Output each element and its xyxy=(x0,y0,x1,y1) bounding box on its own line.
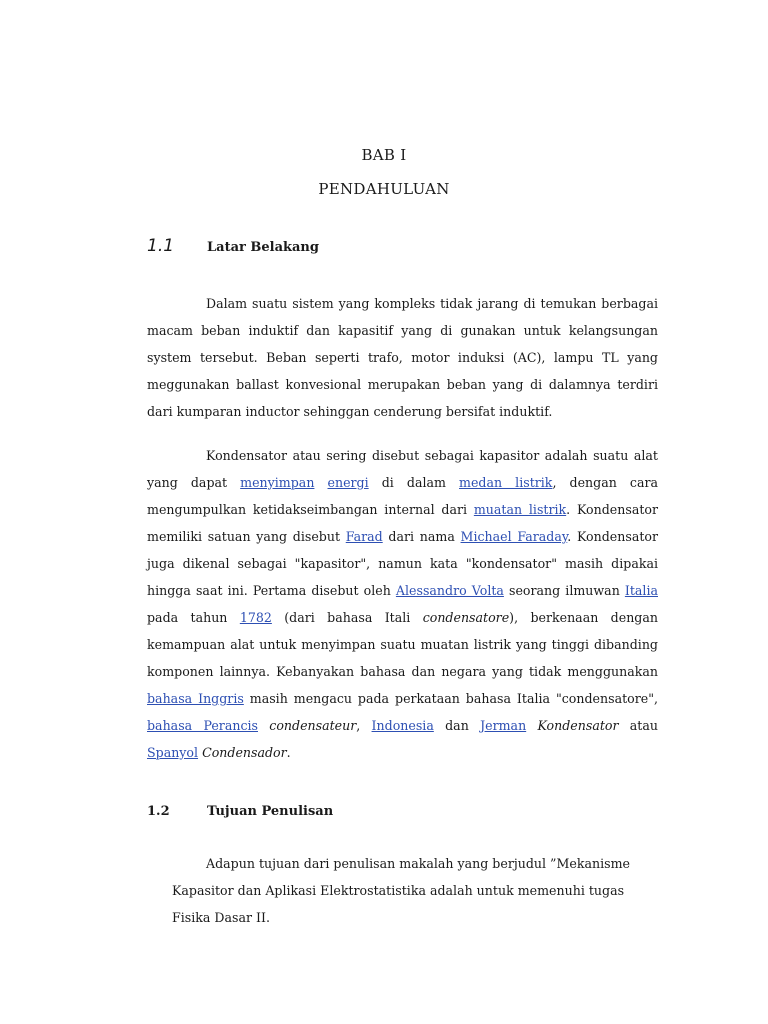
chapter-number: BAB I xyxy=(361,146,407,164)
text-span xyxy=(314,475,327,490)
paragraph-background-1: Dalam suatu sistem yang kompleks tidak jarang di temukan berbagai macam beban induktif dan kapasitif yang di gunakan untuk kelangsungan system tersebut. Beban seperti trafo, motor induksi (AC), lampu TL yang meggunakan ballast konvesional merupakan beban yang di dalamnya terdiri dari kumparan inductor sehinggan cenderung bersifat induktif. xyxy=(147,296,658,419)
italic-term: Condensador xyxy=(202,745,287,760)
italic-term: condensatore xyxy=(422,610,510,625)
link-michael-faraday[interactable]: Michael Faraday xyxy=(460,529,568,544)
link-muatan-listrik[interactable]: muatan listrik xyxy=(473,502,567,517)
text-span: di dalam xyxy=(368,475,460,490)
link-menyimpan[interactable]: menyimpan xyxy=(240,475,315,490)
text-span: atau xyxy=(618,718,658,733)
link-energi[interactable]: energi xyxy=(327,475,369,490)
text-span: dari nama xyxy=(382,529,461,544)
text-span: . xyxy=(286,745,291,760)
text-span: pada tahun xyxy=(147,610,240,625)
link-spanyol[interactable]: Spanyol xyxy=(147,745,199,760)
link-farad[interactable]: Farad xyxy=(345,529,383,544)
section-title: Latar Belakang xyxy=(207,240,319,255)
section-number: 1.1 xyxy=(147,236,175,256)
text-span: . Kondensator memiliki satuan yang disebut xyxy=(147,502,658,544)
link-italia[interactable]: Italia xyxy=(624,583,658,598)
link-bahasa-perancis[interactable]: bahasa Perancis xyxy=(147,718,258,733)
paragraph-purpose: Adapun tujuan dari penulisan makalah yang berjudul ”Mekanisme Kapasitor dan Aplikasi Elektrostatistika adalah untuk memenuhi tugas Fisika Dasar II. xyxy=(172,856,630,925)
text-span xyxy=(526,718,537,733)
paragraph-background-2 xyxy=(147,442,658,766)
text-span: dan xyxy=(433,718,481,733)
link-medan-listrik[interactable]: medan listrik xyxy=(459,475,553,490)
italic-term: Kondensator xyxy=(537,718,619,733)
text-span: masih mengacu pada perkataan bahasa Italia "condensatore", xyxy=(243,691,658,706)
text-span: , dengan cara mengumpulkan ketidakseimbangan internal dari xyxy=(147,475,659,517)
chapter-title: PENDAHULUAN xyxy=(318,180,450,198)
link-jerman[interactable]: Jerman xyxy=(480,718,527,733)
text-span: (dari bahasa Itali xyxy=(271,610,423,625)
text-span: seorang ilmuwan xyxy=(503,583,625,598)
link-indonesia[interactable]: Indonesia xyxy=(371,718,434,733)
link-1782[interactable]: 1782 xyxy=(239,610,272,625)
text-span: ), berkenaan dengan kemampuan alat untuk menyimpan suatu muatan listrik yang tinggi dibanding komponen lainnya. Kebanyakan bahasa dan negara yang tidak menggunakan xyxy=(147,610,658,679)
section-heading-1-2 xyxy=(147,804,333,819)
text-span: . Kondensator juga dikenal sebagai "kapasitor", namun kata "kondensator" masih dipakai hingga saat ini. Pertama disebut oleh xyxy=(147,529,659,598)
text-span xyxy=(258,718,269,733)
italic-term: condensateur xyxy=(269,718,357,733)
link-alessandro-volta[interactable]: Alessandro Volta xyxy=(395,583,504,598)
text-span: , xyxy=(356,718,372,733)
section-number: 1.2 xyxy=(147,804,170,819)
link-bahasa-inggris[interactable]: bahasa Inggris xyxy=(147,691,244,706)
section-title: Tujuan Penulisan xyxy=(207,804,334,819)
section-heading-1-1 xyxy=(147,236,319,256)
text-span: Kondensator atau sering disebut sebagai kapasitor adalah suatu alat yang dapat xyxy=(147,448,658,490)
